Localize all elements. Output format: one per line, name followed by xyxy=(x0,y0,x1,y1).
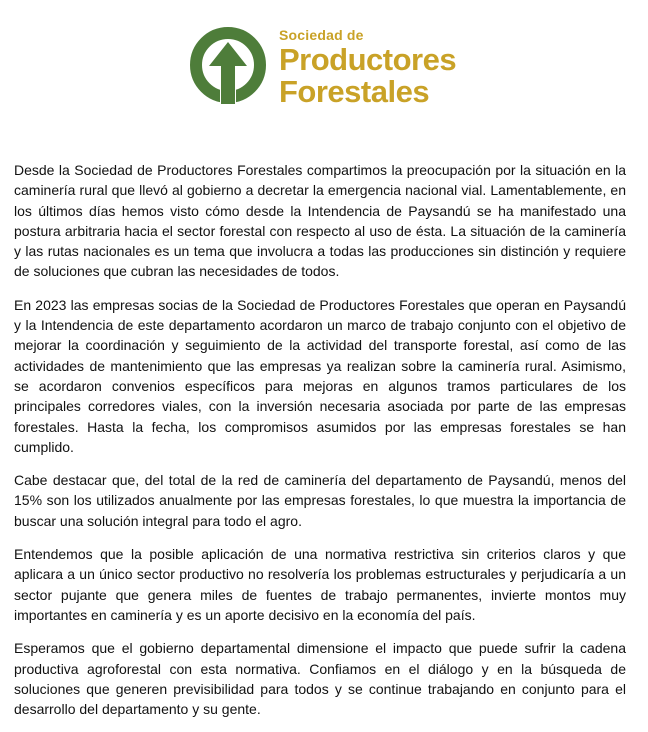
statement-body xyxy=(14,160,626,732)
logo-line-1: Sociedad de xyxy=(279,27,364,43)
logo-wordmark xyxy=(279,28,456,107)
logo-line-2: Productores xyxy=(279,42,457,77)
tree-arrow-icon xyxy=(189,26,267,104)
paragraph-3: Cabe destacar que, del total de la red de caminería del departamento de Paysandú, menos del 15% son los utilizados anualmente por las empresas forestales, lo que muestra la importancia de buscar una solución integral para todo el agro. xyxy=(14,472,626,529)
paragraph-2: En 2023 las empresas socias de la Sociedad de Productores Forestales que operan en Paysandú y la Intendencia de este departamento acordaron un marco de trabajo conjunto con el objetivo de mejorar la coordinación y seguimiento de la actividad del transporte forestal, así como de las actividades de mantenimiento que las empresas ya realizan sobre la caminería rural. Asimismo, se acordaron convenios específicos para mejoras en algunos tramos particulares de los principales corredores viales, con la inversión necesaria asociada por parte de las empresas forestales. Hasta la fecha, los compromisos asumidos por las empresas forestales se han cumplido. xyxy=(14,296,626,455)
paragraph-4: Entendemos que la posible aplicación de una normativa restrictiva sin criterios claros y que aplicara a un único sector productivo no resolvería los problemas estructurales y perjudicaría a un sector pujante que genera miles de fuentes de trabajo permanentes, invierte montos muy importantes en caminería y es un aporte decisivo en la economía del país. xyxy=(14,546,626,623)
logo-line-3: Forestales xyxy=(279,74,430,109)
paragraph-1: Desde la Sociedad de Productores Forestales compartimos la preocupación por la situación en la caminería rural que llevó al gobierno a decretar la emergencia nacional vial. Lamentablemente, en los últimos días hemos visto cómo desde la Intendencia de Paysandú se ha manifestado una postura arbitraria hacia el sector forestal con respecto al uso de ésta. La situación de la caminería y las rutas nacionales es un tema que involucra a todas las producciones sin distinción y requiere de soluciones que cubran las necesidades de todos. xyxy=(14,162,626,280)
paragraph-5: Esperamos que el gobierno departamental dimensione el impacto que puede sufrir la cadena productiva agroforestal con esta normativa. Confiamos en el diálogo y en la búsqueda de soluciones que generen previsibilidad para todos y se continue trabajando en conjunto para el desarrollo del departamento y su gente. xyxy=(14,640,626,718)
organization-logo xyxy=(189,26,469,109)
